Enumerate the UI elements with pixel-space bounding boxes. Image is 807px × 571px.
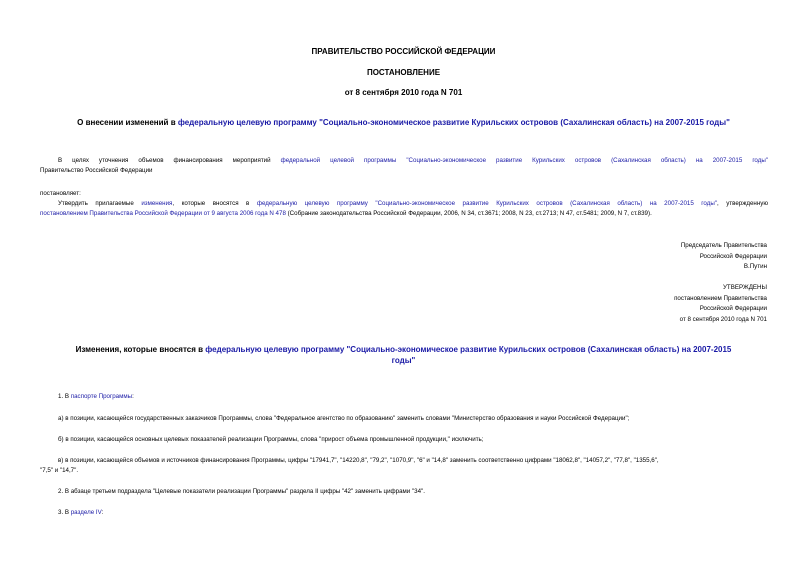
item-3-suffix: : <box>101 509 104 516</box>
intro-p1-program-link[interactable]: федеральной целевой программы "Социально-экономическое развитие Курильских островов (Сахалинская область) на 2007-2015 годы" <box>280 157 768 164</box>
document-date-number: от 8 сентября 2010 года N 701 <box>344 88 463 97</box>
decides-label: постановляет: <box>40 190 81 197</box>
changes-title-prefix: Изменения, которые вносятся в <box>75 345 206 354</box>
approved-line-4: от 8 сентября 2010 года N 701 <box>679 315 767 323</box>
section-iv-link[interactable]: разделе IV <box>70 509 102 516</box>
item-1-b: б) в позиции, касающейся основных целевых показателей реализации Программы, слова "прирост объема промышленной продукции," исключить; <box>58 436 484 443</box>
changes-title <box>0 345 807 354</box>
approved-block <box>674 283 767 325</box>
document-title <box>0 118 807 127</box>
item-1-prefix: 1. В <box>58 393 71 400</box>
intro-paragraph-2 <box>58 199 768 209</box>
item-1-a: а) в позиции, касающейся государственных заказчиков Программы, слова "Федеральное агентство по образованию" заменить словами "Министерство образования и науки Российской Федерации"; <box>58 415 630 422</box>
intro-paragraph-1 <box>58 156 768 166</box>
resolution-478-link[interactable]: постановлением Правительства Российской Федерации от 9 августа 2006 года N 478 <box>40 210 286 217</box>
changes-link[interactable]: изменения <box>141 200 173 207</box>
p2-text-c: , утвержденную <box>716 200 768 207</box>
government-header: ПРАВИТЕЛЬСТВО РОССИЙСКОЙ ФЕДЕРАЦИИ <box>311 47 496 56</box>
changes-title-program-link[interactable]: федеральную целевую программу "Социально-экономическое развитие Курильских островов (Сахалинская область) на 2007-2015 <box>205 345 732 354</box>
document-type: ПОСТАНОВЛЕНИЕ <box>366 68 441 77</box>
signature-line-2: Российской Федерации <box>699 252 767 260</box>
item-1-v-cont: "7,5" и "14,7". <box>40 467 79 474</box>
program-passport-link[interactable]: паспорте Программы <box>70 393 133 400</box>
intro-p1-start: В целях уточнения объемов финансирования мероприятий <box>58 157 281 164</box>
signature-name: В.Путин <box>743 263 767 270</box>
p2-text-a: Утвердить прилагаемые <box>58 200 142 207</box>
item-3-prefix: 3. В <box>58 509 71 516</box>
item-1-suffix: : <box>132 393 134 400</box>
signature-line-1: Председатель Правительства <box>680 242 767 249</box>
approved-line-1: УТВЕРЖДЕНЫ <box>723 284 767 291</box>
approved-line-3: Российской Федерации <box>699 305 767 312</box>
item-3 <box>58 508 103 518</box>
item-1-v: в) в позиции, касающейся объемов и источников финансирования Программы, цифры "17941,7", "14220,8", "79,2", "1070,9", "6" и "14,8" заменить соответственно цифрами "18062,8", "14057,2", "77,8", "1355,6", <box>58 457 659 464</box>
changes-title-program-link-cont[interactable]: годы" <box>391 356 416 365</box>
intro-paragraph-2-cont <box>40 209 652 219</box>
item-2: 2. В абзаце третьем подраздела "Целевые показатели реализации Программы" раздела II цифры "42" заменить цифрами "34". <box>58 488 425 495</box>
p2-text-d: (Собрание законодательства Российской Федерации, 2006, N 34, ст.3671; 2008, N 23, ст.2713; N 47, ст.5481; 2009, N 7, ст.839). <box>285 210 652 217</box>
p2-text-b: , которые вносятся в <box>172 200 257 207</box>
title-prefix: О внесении изменений в <box>77 118 178 127</box>
signature-block <box>681 241 767 273</box>
item-1 <box>58 392 134 402</box>
title-program-link[interactable]: федеральную целевую программу "Социально-экономическое развитие Курильских островов (Сахалинская область) на 2007-2015 годы" <box>177 118 730 127</box>
changes-title-line-2 <box>0 356 807 365</box>
p2-program-link[interactable]: федеральную целевую программу "Социально-экономическое развитие Курильских островов (Сахалинская область) на 2007-2015 годы" <box>256 200 717 207</box>
approved-line-2: постановлением Правительства <box>674 294 767 302</box>
intro-p1-end: Правительство Российской Федерации <box>40 167 153 174</box>
